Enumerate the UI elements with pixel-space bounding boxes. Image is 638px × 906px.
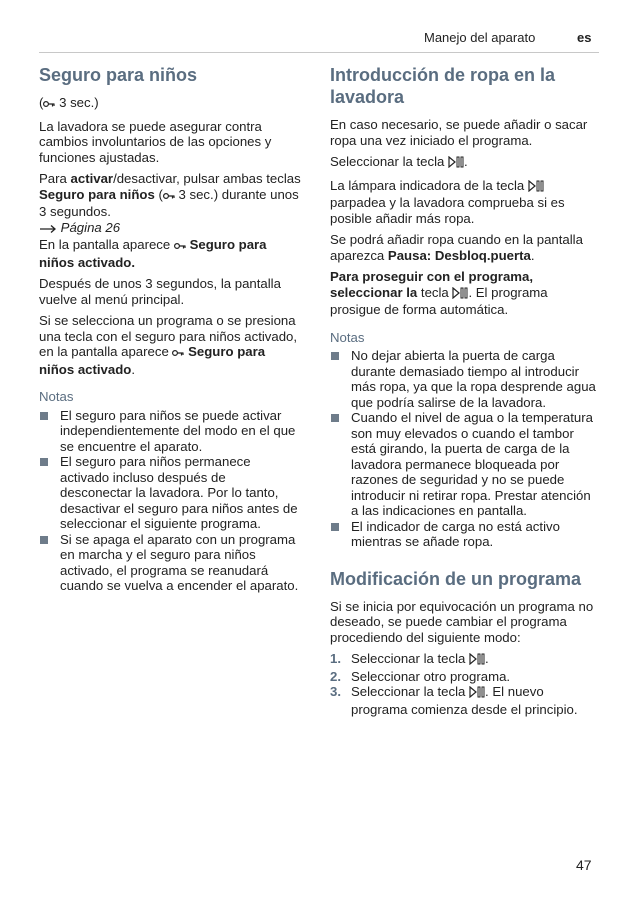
start-pause-icon <box>448 156 464 172</box>
steps-list <box>330 651 600 717</box>
start-pause-icon <box>452 287 468 303</box>
list-item: El seguro para niños permanece activado incluso después de desconectar la lavadora. Por lo tanto, desactivar el seguro para niños antes de seleccionar el siguiente programa. <box>39 454 301 532</box>
left-column <box>39 64 301 594</box>
bullet-square-icon <box>331 414 339 422</box>
paragraph: Para activar/desactivar, pulsar ambas teclas Seguro para niños ( 3 sec.) durante unos 3 segundos. Página 26 En la pantalla aparece Seguro para niños activado. <box>39 171 301 270</box>
bullet-square-icon <box>40 458 48 466</box>
section-heading-child-lock: Seguro para niños <box>39 65 198 85</box>
step-item: 3. Seleccionar la tecla . El nuevo programa comienza desde el principio. <box>330 684 578 717</box>
list-item: No dejar abierta la puerta de carga durante demasiado tiempo al introducir más ropa, ya que la ropa desprende agua que podría salirse de la lavadora. <box>330 348 600 410</box>
section-heading-add-laundry: Introducción de ropa en la lavadora <box>330 65 556 107</box>
page-reference-link[interactable]: Página 26 <box>60 219 121 235</box>
notes-list <box>330 348 600 550</box>
paragraph: En caso necesario, se puede añadir o sacar ropa una vez iniciado el programa. <box>330 117 588 148</box>
step-item: 1. Seleccionar la tecla . <box>330 651 600 669</box>
paragraph: Si se inicia por equivocación un programa no deseado, se puede cambiar el programa procediendo del siguiente modo: <box>330 598 594 645</box>
section-title: Manejo del aparato <box>424 30 536 45</box>
paragraph: Después de unos 3 segundos, la pantalla vuelve al menú principal. <box>39 276 281 307</box>
key-icon <box>174 239 186 255</box>
page-header <box>0 30 638 50</box>
start-pause-icon <box>528 180 544 196</box>
key-icon <box>43 97 55 113</box>
arrow-right-icon <box>39 222 57 238</box>
notes-list <box>39 408 301 594</box>
start-pause-icon <box>469 686 485 702</box>
list-item: El seguro para niños se puede activar independientemente del modo en el que se encuentre el aparato. <box>39 408 301 455</box>
paragraph: Seleccionar la tecla . <box>330 154 600 172</box>
section-heading-modify-program: Modificación de un programa <box>330 568 582 589</box>
bullet-square-icon <box>40 412 48 420</box>
paragraph: Se podrá añadir ropa cuando en la pantalla aparezca Pausa: Desbloq.puerta. <box>330 232 583 263</box>
paragraph: La lámpara indicadora de la tecla parpadea y la lavadora comprueba si es posible añadir más ropa. <box>330 177 565 226</box>
notes-heading: Notas <box>39 389 74 404</box>
key-icon <box>163 189 175 205</box>
page-number: 47 <box>576 857 592 873</box>
key-icon <box>172 346 184 362</box>
notes-heading: Notas <box>330 329 365 345</box>
list-item: Cuando el nivel de agua o la temperatura son muy elevados o cuando el tambor está girando, la puerta de carga de la lavadora permanece bloqueada por razones de seguridad y no se puede introducir ni retirar ropa. Prestar atención a las indicaciones en pantalla. <box>330 410 600 519</box>
right-column <box>330 64 600 717</box>
bullet-square-icon <box>331 352 339 360</box>
paragraph: Si se selecciona un programa o se presiona una tecla con el seguro para niños activado, en la pantalla aparece Seguro para niños activado. <box>39 313 298 377</box>
list-item: El indicador de carga no está activo mientras se añade ropa. <box>330 519 600 550</box>
paragraph: ( 3 sec.) <box>39 95 301 113</box>
step-item: 2. Seleccionar otro programa. <box>330 668 511 684</box>
paragraph: Para proseguir con el programa, seleccionar la tecla . El programa prosigue de forma automática. <box>330 269 548 317</box>
language-code: es <box>577 30 592 45</box>
bullet-square-icon <box>40 536 48 544</box>
header-divider <box>39 52 599 53</box>
bullet-square-icon <box>331 523 339 531</box>
start-pause-icon <box>469 653 485 669</box>
list-item: Si se apaga el aparato con un programa en marcha y el seguro para niños activado, el programa se reanudará cuando se vuelva a encender el aparato. <box>39 532 301 594</box>
paragraph: La lavadora se puede asegurar contra cambios involuntarios de las opciones y funciones ajustadas. <box>39 118 272 165</box>
